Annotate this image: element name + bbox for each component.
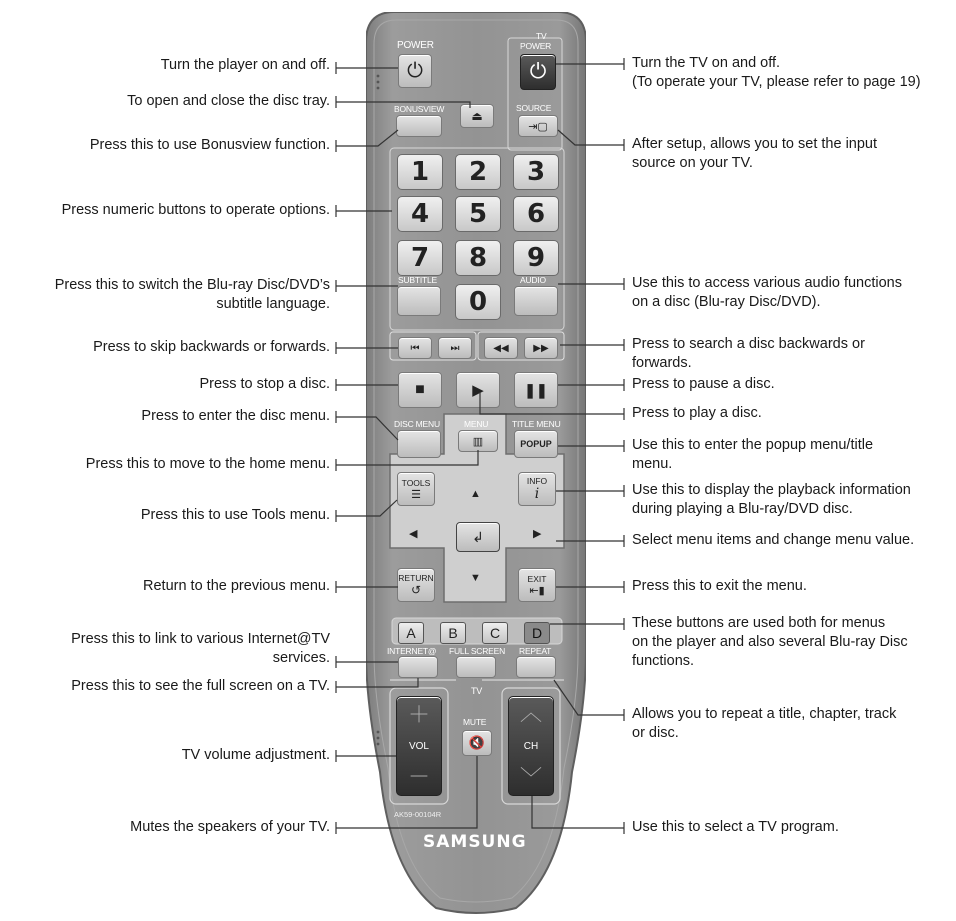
- exit-icon: ⇤▮: [529, 584, 545, 597]
- return-icon: ↺: [410, 583, 422, 597]
- title-menu-label: TITLE MENU: [512, 419, 561, 429]
- callout-navigation: Select menu items and change menu value.: [632, 532, 915, 548]
- input-source-icon: ⇥▢: [528, 120, 548, 133]
- callout-power: Turn the player on and off.: [160, 57, 330, 73]
- callout-play: Press to play a disc.: [632, 405, 762, 421]
- menu-label: MENU: [464, 419, 489, 429]
- b-button[interactable]: B: [440, 622, 466, 644]
- power-label: POWER: [397, 40, 434, 51]
- vol-label: VOL: [408, 740, 429, 752]
- up-arrow-button[interactable]: ▲: [470, 488, 481, 500]
- callout-return: Return to the previous menu.: [143, 578, 330, 594]
- disc-menu-label: DISC MENU: [394, 419, 440, 429]
- rewind-icon: ◀◀: [493, 342, 509, 354]
- fast-forward-icon: ▶▶: [533, 342, 549, 354]
- callout-tv-power: Turn the TV on and off. (To operate your TV, please refer to page 19): [632, 55, 921, 90]
- number-2-button[interactable]: 2: [455, 154, 501, 190]
- full-screen-label: FULL SCREEN: [449, 646, 506, 656]
- callout-skip: Press to skip backwards or forwards.: [93, 339, 330, 355]
- c-button[interactable]: C: [482, 622, 508, 644]
- callout-volume: TV volume adjustment.: [181, 747, 330, 763]
- minus-icon: －: [407, 764, 430, 789]
- number-4-button[interactable]: 4: [397, 196, 443, 232]
- callout-mute: Mutes the speakers of your TV.: [130, 819, 330, 835]
- left-arrow-button[interactable]: ◀: [409, 528, 418, 540]
- number-5-button[interactable]: 5: [455, 196, 501, 232]
- number-6-button[interactable]: 6: [513, 196, 559, 232]
- mute-icon: 🔇: [468, 735, 486, 750]
- tv-header-label: TV: [536, 31, 547, 41]
- callout-internet: Press this to link to various Internet@TV services.: [71, 631, 330, 666]
- callout-search: Press to search a disc backwards or forwards.: [632, 336, 865, 371]
- right-arrow-button[interactable]: ▶: [533, 528, 542, 540]
- callout-home-menu: Press this to move to the home menu.: [85, 456, 330, 472]
- eject-icon: ⏏: [471, 109, 483, 123]
- number-7-button[interactable]: 7: [397, 240, 443, 276]
- ch-label: CH: [523, 740, 539, 752]
- down-arrow-button[interactable]: ▼: [470, 572, 481, 584]
- number-0-button[interactable]: 0: [455, 284, 501, 320]
- tools-label: TOOLS: [401, 477, 431, 488]
- callout-disc-menu: Press to enter the disc menu.: [141, 408, 330, 424]
- number-9-button[interactable]: 9: [513, 240, 559, 276]
- callout-channel: Use this to select a TV program.: [632, 819, 839, 835]
- callout-popup: Use this to enter the popup menu/title menu.: [632, 437, 874, 472]
- callout-pause: Press to pause a disc.: [632, 376, 775, 392]
- power-icon: ⏻: [407, 59, 423, 82]
- a-button[interactable]: A: [398, 622, 424, 644]
- enter-icon: ↲: [472, 528, 484, 545]
- callout-repeat: Allows you to repeat a title, chapter, track or disc.: [632, 706, 897, 741]
- callout-exit: Press this to exit the menu.: [632, 578, 807, 594]
- popup-button[interactable]: POPUP: [514, 430, 558, 458]
- model-number: AK59-00104R: [394, 810, 442, 819]
- callout-info: Use this to display the playback information during playing a Blu-ray/DVD disc.: [632, 482, 911, 517]
- exit-label: EXIT: [527, 573, 547, 584]
- tv-section-label: TV: [471, 686, 483, 696]
- chevron-down-icon: ﹀: [519, 766, 542, 791]
- audio-label: AUDIO: [520, 275, 546, 285]
- callout-numeric: Press numeric buttons to operate options.: [61, 202, 330, 218]
- repeat-label: REPEAT: [519, 646, 552, 656]
- plus-icon: ＋: [407, 702, 430, 727]
- chevron-up-icon: ︿: [519, 700, 542, 725]
- callout-full-screen: Press this to see the full screen on a TV.: [71, 678, 330, 694]
- power-icon: ⏻: [529, 60, 547, 83]
- callout-subtitle: Press this to switch the Blu-ray Disc/DVD’s subtitle language.: [54, 277, 330, 312]
- tv-power-label: POWER: [520, 41, 552, 51]
- callout-source: After setup, allows you to set the input source on your TV.: [632, 136, 878, 171]
- d-button[interactable]: D: [524, 622, 550, 644]
- skip-forward-icon: ⏭: [450, 342, 460, 354]
- home-menu-icon: ▥: [472, 435, 484, 448]
- callout-audio: Use this to access various audio functions on a disc (Blu-ray Disc/DVD).: [632, 275, 902, 310]
- return-label: RETURN: [398, 573, 434, 583]
- play-icon: ▶: [472, 382, 484, 399]
- callout-stop: Press to stop a disc.: [199, 376, 330, 392]
- source-label: SOURCE: [516, 103, 552, 113]
- samsung-logo: SAMSUNG: [423, 832, 527, 852]
- info-label: INFO: [526, 476, 548, 486]
- skip-back-icon: ⏮: [410, 342, 420, 354]
- callout-bonusview: Press this to use Bonusview function.: [89, 137, 330, 153]
- stop-icon: ■: [415, 381, 425, 398]
- callout-eject: To open and close the disc tray.: [127, 93, 330, 109]
- info-icon: i: [534, 486, 540, 502]
- callout-tools: Press this to use Tools menu.: [140, 507, 330, 523]
- number-3-button[interactable]: 3: [513, 154, 559, 190]
- tools-icon: ☰: [411, 488, 421, 501]
- bonusview-label: BONUSVIEW: [394, 104, 445, 114]
- number-1-button[interactable]: 1: [397, 154, 443, 190]
- mute-label: MUTE: [463, 717, 487, 727]
- subtitle-label: SUBTITLE: [398, 275, 438, 285]
- pause-icon: ❚❚: [524, 381, 548, 398]
- callout-color-buttons: These buttons are used both for menus on the player and also several Blu-ray Disc functions.: [632, 615, 908, 669]
- internet-label: INTERNET@: [387, 646, 437, 656]
- number-8-button[interactable]: 8: [455, 240, 501, 276]
